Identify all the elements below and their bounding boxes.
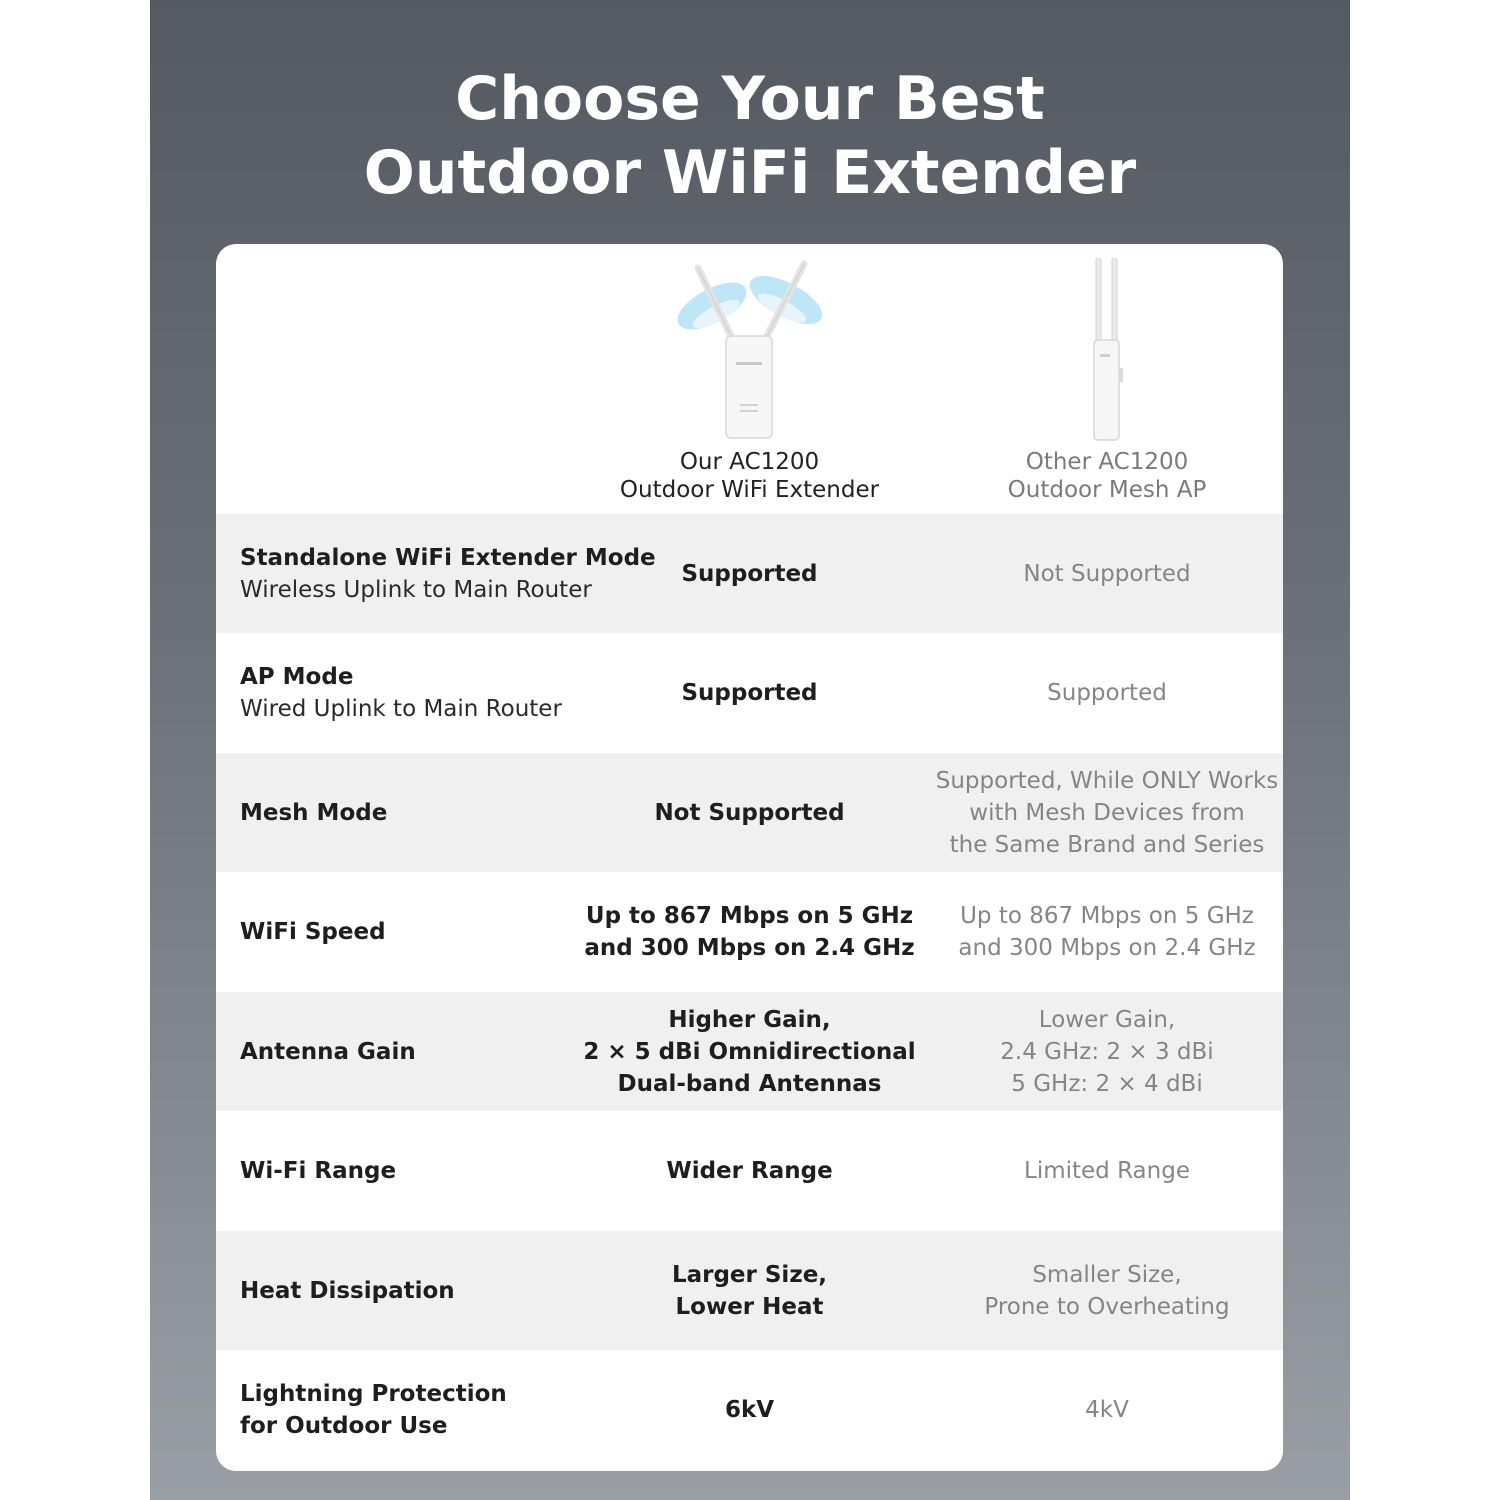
feature-description: Wireless Uplink to Main Router xyxy=(240,576,592,603)
ours-value: 6kV xyxy=(724,1396,775,1423)
row-ap-mode xyxy=(216,633,1283,752)
product-ours-name-line-1: Our AC1200 xyxy=(679,449,820,475)
row-standalone-wifi-extender-mode xyxy=(216,514,1283,633)
feature-cell xyxy=(240,1350,620,1469)
ours-value-cell xyxy=(607,633,892,752)
other-value: 2.4 GHz: 2 × 3 dBi xyxy=(1000,1038,1214,1065)
product-other-name-line-1: Other AC1200 xyxy=(1025,449,1189,475)
feature-name: Standalone WiFi Extender Mode xyxy=(240,544,656,571)
product-ours-name-line-2: Outdoor WiFi Extender xyxy=(619,477,880,503)
product-ours xyxy=(607,244,892,514)
feature-name: Antenna Gain xyxy=(240,1038,416,1065)
ours-value: Up to 867 Mbps on 5 GHz xyxy=(585,902,914,929)
other-value: with Mesh Devices from xyxy=(969,799,1245,826)
feature-cell xyxy=(240,514,656,633)
ours-value-cell xyxy=(583,992,916,1111)
feature-name: AP Mode xyxy=(240,663,354,690)
ours-value: Supported xyxy=(681,679,818,706)
other-value-cell xyxy=(942,514,1272,633)
other-value-cell xyxy=(942,992,1272,1111)
feature-name: WiFi Speed xyxy=(240,918,386,945)
ours-value-cell xyxy=(607,514,892,633)
feature-cell xyxy=(240,1111,620,1230)
other-value-cell xyxy=(942,1111,1272,1230)
other-value: 5 GHz: 2 × 4 dBi xyxy=(1011,1070,1203,1097)
feature-name: Mesh Mode xyxy=(240,799,388,826)
feature-name: for Outdoor Use xyxy=(240,1412,448,1439)
row-mesh-mode xyxy=(216,753,1283,872)
feature-cell xyxy=(240,992,620,1111)
feature-description: Wired Uplink to Main Router xyxy=(240,695,562,722)
other-value-cell xyxy=(942,1231,1272,1350)
ours-value: and 300 Mbps on 2.4 GHz xyxy=(584,934,915,961)
other-value-cell xyxy=(942,633,1272,752)
ours-value-cell xyxy=(607,1111,892,1230)
product-other-name-line-2: Outdoor Mesh AP xyxy=(1007,477,1207,503)
feature-name: Heat Dissipation xyxy=(240,1277,455,1304)
other-value: Not Supported xyxy=(1023,560,1191,587)
feature-cell xyxy=(240,1231,620,1350)
row-lightning-protection-for-outdoor-use xyxy=(216,1350,1283,1469)
other-value: Lower Gain, xyxy=(1038,1006,1176,1033)
ours-value: Wider Range xyxy=(666,1157,833,1184)
other-value: and 300 Mbps on 2.4 GHz xyxy=(958,934,1256,961)
other-value-cell xyxy=(935,753,1279,872)
other-value: Smaller Size, xyxy=(1032,1261,1182,1288)
ours-value: Not Supported xyxy=(654,799,845,826)
other-value: Supported xyxy=(1047,679,1167,706)
feature-cell xyxy=(240,633,620,752)
ours-value-cell xyxy=(607,753,892,872)
row-wi-fi-range xyxy=(216,1111,1283,1230)
ours-value-cell xyxy=(607,1231,892,1350)
other-value: Prone to Overheating xyxy=(984,1293,1230,1320)
row-antenna-gain xyxy=(216,992,1283,1111)
other-value: Up to 867 Mbps on 5 GHz xyxy=(960,902,1254,929)
other-value: the Same Brand and Series xyxy=(949,831,1265,858)
row-wifi-speed xyxy=(216,872,1283,991)
page-title xyxy=(150,62,1350,210)
title-line-1: Choose Your Best xyxy=(455,64,1045,134)
product-other-name xyxy=(942,448,1272,504)
feature-name: Lightning Protection xyxy=(240,1380,507,1407)
feature-name: Wi-Fi Range xyxy=(240,1157,397,1184)
feature-cell xyxy=(240,753,620,872)
ours-value: Dual-band Antennas xyxy=(617,1070,882,1097)
ours-extender-image xyxy=(670,258,830,448)
ours-value: Lower Heat xyxy=(675,1293,824,1320)
ours-value: Supported xyxy=(681,560,818,587)
other-value: Supported, While ONLY Works xyxy=(935,767,1279,794)
other-value-cell xyxy=(942,1350,1272,1469)
ours-value: Higher Gain, xyxy=(668,1006,831,1033)
other-value-cell xyxy=(942,872,1272,991)
other-mesh-ap-image xyxy=(1067,258,1147,448)
product-ours-name xyxy=(607,448,892,504)
ours-value-cell xyxy=(607,1350,892,1469)
ours-value: 2 × 5 dBi Omnidirectional xyxy=(583,1038,916,1065)
comparison-card xyxy=(216,244,1283,1471)
other-value: 4kV xyxy=(1085,1396,1129,1423)
ours-value-cell xyxy=(584,872,915,991)
product-other xyxy=(942,244,1272,514)
feature-cell xyxy=(240,872,620,991)
ours-value: Larger Size, xyxy=(671,1261,828,1288)
row-heat-dissipation xyxy=(216,1231,1283,1350)
title-line-2: Outdoor WiFi Extender xyxy=(363,138,1137,208)
other-value: Limited Range xyxy=(1024,1157,1190,1184)
